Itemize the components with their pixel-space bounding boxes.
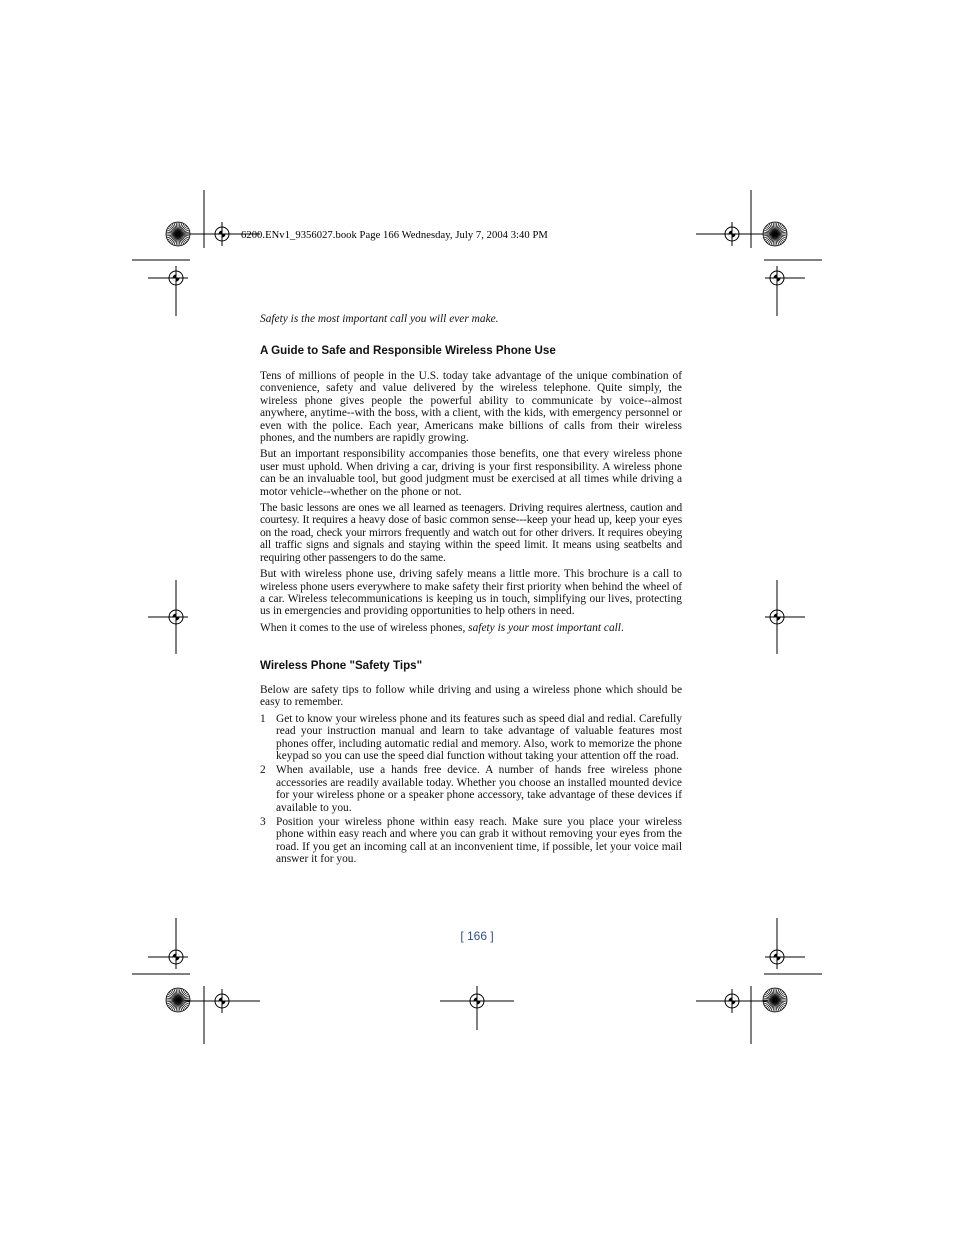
list-item — [260, 713, 682, 763]
registration-starburst-bottom-right — [763, 988, 787, 1012]
guide-closing-line — [260, 622, 682, 634]
guide-paragraph: But with wireless phone use, driving safely means a little more. This brochure is a call to wireless phone users everywhere to make safety their first priority when behind the wheel of a car. Wireless telecommunications is keeping us in touch, simplifying our lives, protecting us in emergencies and providing opportunities to help others in need. — [260, 568, 682, 618]
tips-body — [260, 684, 682, 868]
closing-emphasis: safety is your most important call — [468, 621, 621, 634]
list-text: Get to know your wireless phone and its features such as speed dial and redial. Carefully read your instruction manual and learn to take advantage of valuable features most phones offer, including automatic redial and memory. Also, work to memorize the phone keypad so you can use the speed dial function without taking your attention off the road. — [276, 712, 682, 763]
page-number: [ 166 ] — [460, 929, 494, 943]
list-number: 1 — [260, 712, 266, 725]
section-heading-guide: A Guide to Safe and Responsible Wireless Phone Use — [260, 344, 556, 357]
page-content — [260, 313, 682, 866]
list-number: 2 — [260, 764, 266, 777]
list-item — [260, 764, 682, 814]
closing-prefix: When it comes to the use of wireless phones, — [260, 621, 469, 634]
registration-starburst-bottom-left — [166, 988, 190, 1012]
file-slug-line: 6200.ENv1_9356027.book Page 166 Wednesday, July 7, 2004 3:40 PM — [241, 230, 548, 241]
list-text: Position your wireless phone within easy reach. Make sure you place your wireless phone within easy reach and where you can grab it without removing your eyes from the road. If you get an incoming call at an inconvenient time, if possible, let your voice mail answer it for you. — [276, 816, 682, 866]
guide-paragraph: The basic lessons are ones we all learned as teenagers. Driving requires alertness, caution and courtesy. It requires a heavy dose of basic common sense---keep your head up, keep your eyes on the road, check your mirrors frequently and watch out for other drivers. It requires obeying all traffic signs and signals and staying within the speed limit. It means using seatbelts and requiring other passengers to do the same. — [260, 502, 682, 564]
list-text: When available, use a hands free device. A number of hands free wireless phone accessories are readily available today. Whether you choose an installed mounted device for your wireless phone or a speaker phone accessory, take advantage of these devices if available to you. — [276, 764, 682, 814]
closing-suffix: . — [620, 621, 624, 634]
tips-list — [260, 713, 682, 866]
section-heading-tips: Wireless Phone "Safety Tips" — [260, 659, 423, 672]
guide-body — [260, 370, 682, 634]
lead-tagline: Safety is the most important call you will ever make. — [260, 313, 499, 325]
tips-intro: Below are safety tips to follow while driving and using a wireless phone which should be easy to remember. — [260, 684, 682, 709]
guide-paragraph: But an important responsibility accompanies those benefits, one that every wireless phone user must uphold. When driving a car, driving is your first responsibility. A wireless phone can be an invaluable tool, but good judgment must be exercised at all times while driving a motor vehicle--whether on the phone or not. — [260, 448, 682, 498]
list-number: 3 — [260, 816, 266, 829]
guide-paragraph: Tens of millions of people in the U.S. today take advantage of the unique combination of convenience, safety and value delivered by the wireless telephone. Quite simply, the wireless phone gives people the powerful ability to communicate by voice--almost anywhere, anytime--with the boss, with a client, with the kids, with emergency personnel or even with the police. Each year, Americans make billions of calls from their wireless phones, and the numbers are rapidly growing. — [260, 370, 682, 445]
list-item — [260, 816, 682, 866]
